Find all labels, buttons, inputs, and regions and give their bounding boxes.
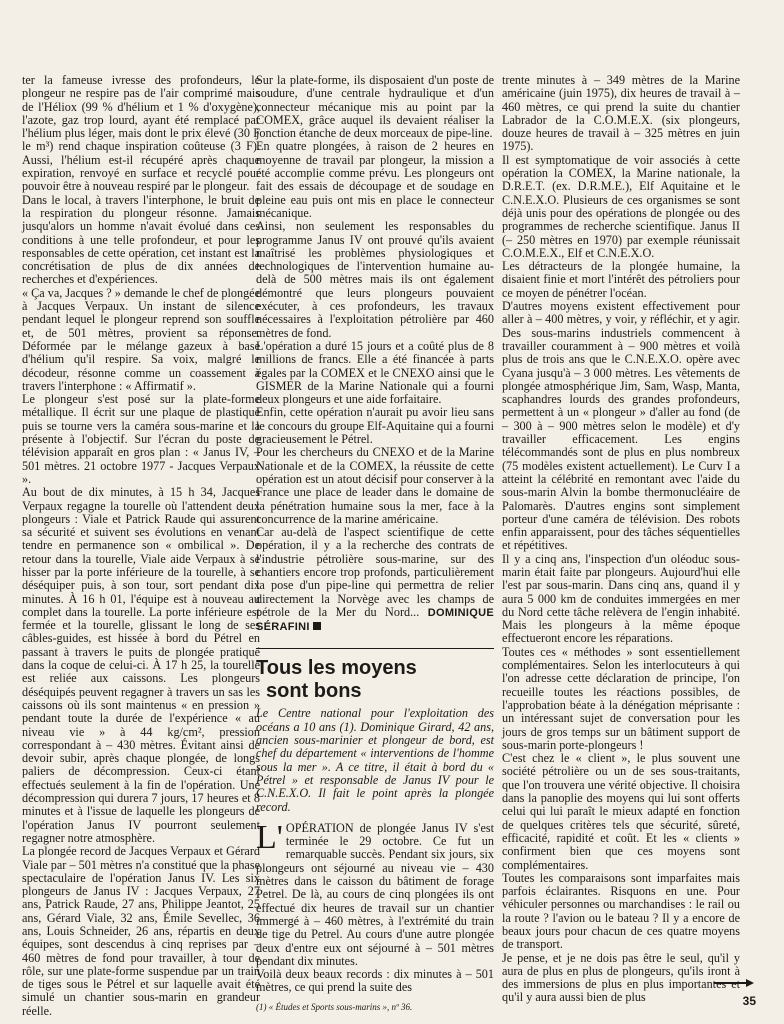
paragraph: C'est chez le « client », le plus souvent une société pétrolière ou un de ses sous-traitants, que l'on trouvera une vérité objective. Il choisira dans la panoplie des moyens qui lui sont offerts celui qui lui paraît le mieux adapté en fonction de quelques critères tels que sécurité, sûreté, efficacité, rapidité et coût. Et les « clients » confirment bien que ces moyens sont complémentaires. xyxy=(502,751,740,872)
paragraph: Ainsi, non seulement les responsables du programme Janus IV ont prouvé qu'ils avaient maîtrisé les problèmes physiologiques et technologiques de l'intervention humaine au-delà de 500 mètres mais ils ont également démontré que leurs plongeurs pouvaient exécuter, à ces profondeurs, les travaux nécessaires à l'exploitation pétrolière par 460 mètres de fond. xyxy=(256,219,494,340)
sidebar-paragraph: Voilà deux beaux records : dix minutes à – 501 mètres, ce qui prend la suite des xyxy=(256,967,494,995)
paragraph: ter la fameuse ivresse des profondeurs, le plongeur ne respire pas de l'air comprimé mais de l'Héliox (99 % d'hélium et 1 % d'oxygène), l'azote, gaz trop lourd, ayant été remplacé par l'hélium plus léger, mais dont le prix élevé (30 F le m³) rend chaque inspiration coûteuse (3 F). Aussi, l'hélium est-il récupéré après chaque expiration, renvoyé en surface et recyclé pour pouvoir être à nouveau respiré par le plongeur. xyxy=(22,73,260,194)
paragraph-with-signature xyxy=(256,526,494,634)
paragraph: Au bout de dix minutes, à 15 h 34, Jacques Verpaux regagne la tourelle où l'attendent deux plongeurs : Viale et Patrick Raude qui assurent sa sécurité et suivent ses évolutions en venant tendre en permanence son « ombilical ». De retour dans la tourelle, Viale aide Verpaux à se hisser par la porte inférieure de la tourelle, à se déséquiper puis, à son tour, sort pendant dix minutes. À 16 h 01, l'équipe est à nouveau au complet dans la tourelle. La porte inférieure est fermée et la tourelle, glissant le long de ses câbles-guides, est hissée à bord du Pétrel en passant à travers le puits de plongée pratiqué dans la coque de celui-ci. À 17 h 25, la tourelle est reliée aux caissons. Les plongeurs déséquipés peuvent regagner à travers un sas les caissons où ils sont maintenus « en pression » pendant toute la durée de l'expérience « au niveau vie » à 44 kg/cm², pression correspondant à – 430 mètres. Évitant ainsi de devoir subir, après chaque plongée, de longs paliers de décompression. Ceux-ci étant effectués seulement à la fin de l'opération. Une décompression qui durera 7 jours, 17 heures et 8 minutes et à l'issue de laquelle les plongeurs de l'opération Janus IV pourront seulement regagner notre atmosphère. xyxy=(22,485,260,845)
paragraph: Sur la plate-forme, ils disposaient d'un poste de soudure, d'une centrale hydraulique et d'un connecteur mécanique mis au point par la COMEX, grâce auquel ils devaient réaliser la jonction étanche de deux morceaux de pipe-line. xyxy=(256,73,494,141)
paragraph: « Ça va, Jacques ? » demande le chef de plongée à Jacques Verpaux. Un instant de silence pendant lequel le plongeur reprend son souffle et, de 501 mètres, provient sa réponse. Déformée par le mélange gazeux à base d'hélium qu'il respire. Sa voix, malgré le décodeur, résonne comme un coassement à travers l'interphone : « Affirmatif ». xyxy=(22,285,260,393)
continue-arrow-icon xyxy=(714,978,754,988)
footnote: (1) « Études et Sports sous-marins », nº 36. xyxy=(256,1001,413,1012)
paragraph: Je pense, et je ne dois pas être le seul, qu'il y aura de plus en plus de plongeurs, qu'ils iront à des immersions de plus en plus importantes et qu'il y aura aussi bien de plus xyxy=(502,950,740,1005)
sidebar-intro: Le Centre national pour l'exploitation des océans a 10 ans (1). Dominique Girard, 42 ans, ancien sous-marinier et plongeur de bord, est chef du département « interventions de l'homme sous la mer ». A ce titre, il était à bord du « Pétrel » et responsable de Janus IV pour le C.N.E.X.O. Il fait le point après la plongée record. xyxy=(256,706,494,814)
paragraph: Pour les chercheurs du CNEXO et de la Marine Nationale et de la COMEX, la réussite de cette opération est un atout décisif pour conserver à la France une place de leader dans le domaine de la pénétration humaine sous la mer, face à la concurrence de la marine américaine. xyxy=(256,445,494,526)
paragraph: Il y a cinq ans, l'inspection d'un oléoduc sous-marin était faite par plongeurs. Aujourd'hui elle l'est par sous-marin. Dans cinq ans, quand il y aura 5 000 km de conduites immergées en mer du Nord cette tâche relèvera de l'engin inhabité. Mais les plongeurs à la même époque effectueront encore les réparations. xyxy=(502,551,740,646)
paragraph: L'opération a duré 15 jours et a coûté plus de 8 millions de francs. Elle a été financée à parts égales par la COMEX et le CNEXO ainsi que le GISMER de la Marine Nationale qui a fourni deux plongeurs et une aide forfaitaire. xyxy=(256,338,494,407)
paragraph: trente minutes à – 349 mètres de la Marine américaine (juin 1975), dix heures de travail à – 460 mètres, ce qui prend la suite du chantier Labrador de la C.O.M.E.X. (six plongeurs, douze heures de travail à – 325 mètres en juin 1975). xyxy=(502,73,740,154)
article-column-1 xyxy=(22,74,260,1018)
sidebar-paragraph: L'OPÉRATION de plongée Janus IV s'est terminée le 29 octobre. Ce fut un remarquable succès. Pendant six jours, six plongeurs ont séjourné au niveau vie – 430 mètres dans le caisson du bâtiment de forage Petrel. De là, au cours de cinq plongées ils ont effectué dix heures de travail sur un chantier immergé à – 460 mètres, à l'extrémité du train de tige du Petrel. Au cours d'une autre plongée deux d'entre eux ont séjourné à – 501 mètres pendant dix minutes. xyxy=(256,818,494,968)
article-column-2 xyxy=(256,74,494,1014)
sidebar-title xyxy=(256,648,494,703)
sidebar-title-line-2: sont bons xyxy=(266,680,362,703)
article-column-3 xyxy=(502,74,740,1005)
paragraph: Toutes les comparaisons sont imparfaites mais parfois éclairantes. Risquons en une. Pour véhiculer personnes ou marchandises : le rail ou la route ? l'avion ou le bateau ? Il y a encore de beaux jours pour chacun de ces quatre moyens de transport. xyxy=(502,870,740,952)
paragraph: Toutes ces « méthodes » sont essentiellement complémentaires. Selon les interlocuteurs à qui l'on adresse cette déclaration de principe, l'on recueille toutes les réactions possibles, de l'approbation béate à la dénégation méprisante : un intéressant sujet de conversation pour les jours de gros temps sur un bâtiment support de sous-marin porte-plongeurs ! xyxy=(502,644,740,752)
paragraph: Enfin, cette opération n'aurait pu avoir lieu sans le concours du groupe Elf-Aquitaine qui a fourni gracieusement le Pétrel. xyxy=(256,405,494,447)
paragraph: D'autres moyens existent effectivement pour aller à – 400 mètres, y voir, y réfléchir, et y agir. Des sous-marins industriels commencent à travailler couramment à – 900 mètres et voilà plus de trois ans que le C.N.E.X.O. opère avec Cyana jusqu'à – 3 000 mètres. Les vêtements de plongée atmosphérique Jim, Sam, Wasp, Manta, scaphandres lourds des grandes profondeurs, permettent à un « plongeur » d'aller au fond (de – 300 à – 900 mètres selon le modèle) et d'y travailler efficacement. Les engins télécommandés sont de plus en plus nombreux (75 modèles existent actuellement). Le Curv I a atteint la célébrité en remontant avec l'aide du sous-marin Alvin la bombe thermonucléaire de Palomarès. D'autres engins sont simplement porteur d'une caméra de télévision. Des robots enfin apparaissent, pour des tâches séquentielles et répétitives. xyxy=(502,299,740,553)
paragraph: Le plongeur s'est posé sur la plate-forme métallique. Il écrit sur une plaque de plastique puis se tourne vers la caméra sous-marine et la présente à l'objectif. Sur l'écran du poste de télévision apparaît en gros plan : « Janus IV, – 501 mètres. 21 octobre 1977 - Jacques Verpaux ». xyxy=(22,392,260,486)
author-signature: DOMINIQUE SÉRAFINI xyxy=(256,606,494,634)
end-mark-icon xyxy=(313,622,321,630)
paragraph: En quatre plongées, à raison de 2 heures en moyenne de travail par plongeur, la mission a été accomplie comme prévu. Les plongeurs ont fait des essais de découpage et de soudage en pleine eau puis ont mis en place le connecteur mécanique. xyxy=(256,139,494,220)
paragraph: Car au-delà de l'aspect scientifique de cette opération, il y a la recherche des contrats de l'industrie pétrolière sous-marine, sur des chantiers encore trop profonds, particulièrement la pose d'un pipe-line qui permettra de relier directement la Norvège avec les champs de pétrole de la Mer du Nord... xyxy=(256,525,494,619)
paragraph: La plongée record de Jacques Verpaux et Gérard Viale par – 501 mètres n'a constitué que la phase spectaculaire de l'opération Janus IV. Les six plongeurs de Janus IV : Jacques Verpaux, 27 ans, Patrick Raude, 27 ans, Philippe Jeantot, 25 ans, Gérard Viale, 32 ans, Émile Sevellec, 36 ans, Louis Schneider, 26 ans, répartis en deux équipes, sont descendus à cinq reprises par – 460 mètres de fond pour travailler, à tour de rôle, sur une plate-forme suspendue par un train de tiges sous le Pétrel et sur laquelle avait été simulé un chantier sous-marin en grandeur réelle. xyxy=(22,844,260,1018)
paragraph: Dans le local, à travers l'interphone, le bruit de la respiration du plongeur résonne. Jamais jusqu'alors un homme n'avait évolué dans ces conditions à une telle profondeur, et pour les responsables de cette opération, cet instant est la concrétisation de plus de dix années de recherches et d'expériences. xyxy=(22,192,260,287)
page-number: 35 xyxy=(742,994,756,1008)
paragraph: Les détracteurs de la plongée humaine, la disaient finie et mort l'intérêt des pétroliers pour ce moyen de pénétrer l'océan. xyxy=(502,259,740,300)
paragraph: Il est symptomatique de voir associés à cette opération la COMEX, la Marine nationale, la D.R.E.T. (ex. D.R.M.E.), Elf Aquitaine et le C.N.E.X.O. Plusieurs de ces organismes se sont déjà unis pour des opérations de plongée ou des programmes de recherche scientifique. Janus II (– 250 mètres en 1970) par exemple réunissait C.O.M.E.X., Elf et C.N.E.X.O. xyxy=(502,152,740,260)
sidebar-title-line-1: Tous les moyens xyxy=(256,657,417,680)
